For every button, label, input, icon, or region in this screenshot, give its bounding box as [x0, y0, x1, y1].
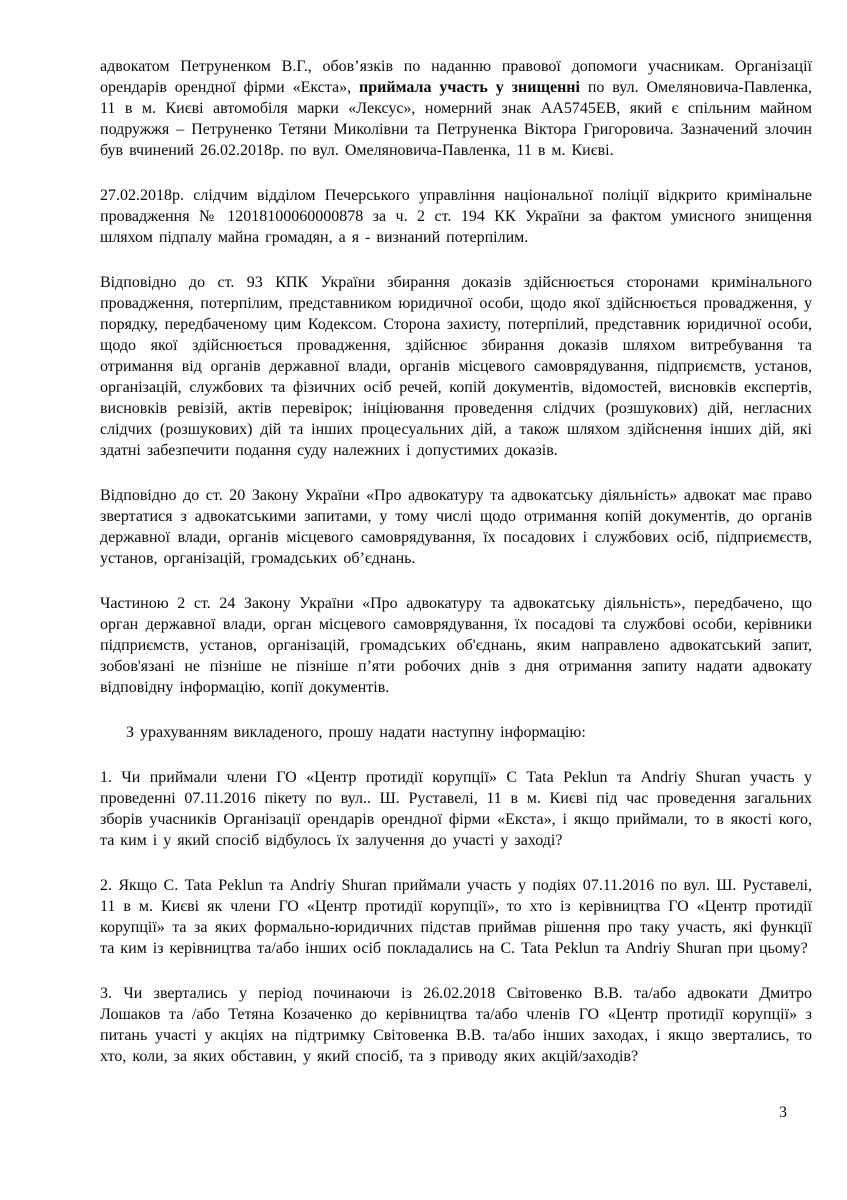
- intro-line: З урахуванням викладеного, прошу надати наступну інформацію:: [126, 724, 586, 741]
- question-2: 2. Якщо С. Tata Peklun та Andriy Shuran приймали участь у подіях 07.11.2016 по вул. Ш. Руставелі, 11 в м. Києві як члени ГО «Центр протидії корупції», то хто із керівництва ГО «Центр протидії корупції» та за яких формально-юридичних підстав приймав рішення про таку участь, які функції та ким із керівництва та/або інших осіб покладались на С. Tata Peklun та Andriy Shuran при цьому?: [100, 877, 812, 957]
- paragraph-2-criminal-proceeding: 27.02.2018р. слідчим відділом Печерського управління національної поліції відкрито кримінальне провадження № 12018100060000878 за ч. 2 ст. 194 КК України за фактом умисного знищення шляхом підпалу майна громадян, а я - визнаний потерпілим.: [100, 187, 812, 246]
- paragraph-5-article-24: Частиною 2 ст. 24 Закону України «Про адвокатуру та адвокатську діяльність», передбачено, що орган державної влади, орган місцевого самоврядування, їх посадові та службові особи, керівники підприємств, установ, організацій, громадських об'єднань, яким направлено адвокатський запит, зобов'язані не пізніше не пізніше п’яти робочих днів з дня отримання запиту надати адвокату відповідну інформацію, копії документів.: [100, 595, 812, 696]
- paragraph-1-text-pre: адвокатом Петруненком В.Г., обов’язків по наданню правової допомоги учасникам. Організації орендарів орендної фірми «Екста»,: [100, 58, 812, 96]
- question-1: 1. Чи приймали члени ГО «Центр протидії корупції» С Tata Peklun та Andriy Shuran участь у проведенні 07.11.2016 пікету по вул.. Ш. Руставелі, 11 в м. Києві під час проведення загальних зборів учасників Організації орендарів орендної фірми «Екста», і якщо приймали, то в якості кого, та ким і у який спосіб відбулось їх залучення до участі у заході?: [100, 769, 812, 849]
- paragraph-1: [100, 56, 812, 161]
- paragraph-4-article-20: Відповідно до ст. 20 Закону України «Про адвокатуру та адвокатську діяльність» адвокат має право звертатися з адвокатськими запитами, у тому числі щодо отримання копій документів, до органів державної влади, органів місцевого самоврядування, їх посадових і службових осіб, підприємєств, установ, організацій, громадських об’єднань.: [100, 487, 812, 567]
- paragraph-3-article-93: Відповідно до ст. 93 КПК України збирання доказів здійснюється сторонами кримінального провадження, потерпілим, представником юридичної особи, щодо якої здійснюється провадження, у порядку, передбаченому цим Кодексом. Сторона захисту, потерпілий, представник юридичної особи, щодо якої здійснюється провадження, здійснює збирання доказів шляхом витребування та отримання від органів державної влади, органів місцевого самоврядування, підприємств, установ, організацій, службових та фізичних осіб речей, копій документів, відомостей, висновків експертів, висновків ревізій, актів перевірок; ініціювання проведення слідчих (розшукових) дій, негласних слідчих (розшукових) дій та інших процесуальних дій, а також шляхом здійснення інших дій, які здатні забезпечити подання суду належних і допустимих доказів.: [100, 274, 812, 459]
- page-number: 3: [779, 1104, 787, 1121]
- paragraph-1-bold-phrase: приймала участь у знищенні: [359, 79, 580, 96]
- question-3: 3. Чи звертались у період починаючи із 26.02.2018 Світовенко В.В. та/або адвокати Дмитро Лошаков та /або Тетяна Козаченко до керівництва та/або членів ГО «Центр протидії корупції» з питань участі у акціях на підтримку Світовенка В.В. та/або інших заходах, і якщо звертались, то хто, коли, за яких обставин, у який спосіб, та з приводу яких акцій/заходів?: [100, 985, 812, 1065]
- paragraph-1-text-post: по вул. Омеляновича-Павленка, 11 в м. Києві автомобіля марки «Лексус», номерний знак АА5745ЕВ, який є спільним майном подружжя – Петруненко Тетяни Миколівни та Петруненка Віктора Григоровича. Зазначений злочин був вчинений 26.02.2018р. по вул. Омеляновича-Павленка, 11 в м. Києві.: [100, 79, 813, 159]
